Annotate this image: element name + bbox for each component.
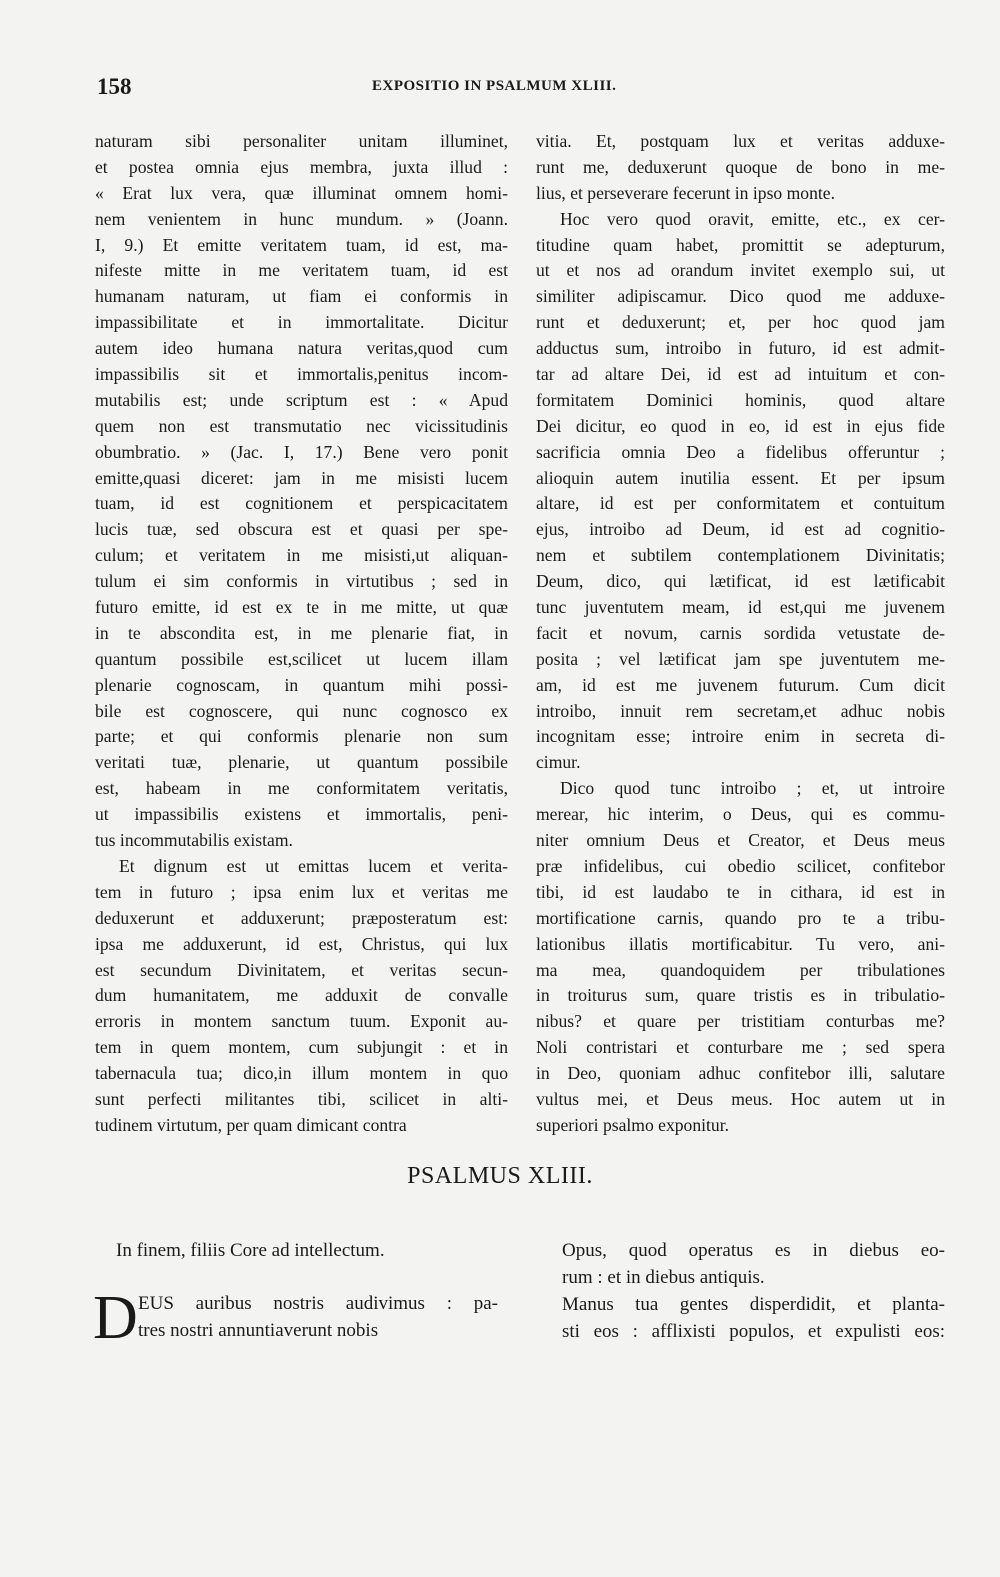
text-line: in troiturus sum, quare tristis es in tribulatio-	[536, 985, 945, 1006]
text-line: « Erat lux vera, quæ illuminat omnem homi-	[95, 182, 508, 203]
text-line: tibi, id est laudabo te in cithara, id est in	[536, 881, 945, 902]
text-line: ipsa me adduxerunt, id est, Christus, qui lux	[95, 933, 508, 954]
text-line: altare, id est per conformitatem et contuitum	[536, 493, 945, 514]
text-line: lius, et perseverare fecerunt in ipso monte.	[536, 182, 835, 203]
text-line: introibo, innuit rem secretam,et adhuc nobis	[536, 700, 945, 721]
text-line: et postea omnia ejus membra, juxta illud :	[95, 156, 508, 177]
text-line: tunc juventutem meam, id est,qui me juvenem	[536, 597, 945, 618]
text-line: quem non est transmutatio nec vicissitudinis	[95, 415, 508, 436]
text-line: humanam naturam, ut fiam ei conformis in	[95, 286, 508, 307]
text-line: mortificatione carnis, quando pro te a tribu-	[536, 907, 945, 928]
text-line: similiter adipiscamur. Dico quod me adduxe-	[536, 286, 945, 307]
text-line: facit et novum, carnis sordida vetustate de-	[536, 622, 945, 643]
text-line: dum humanitatem, me adduxit de convalle	[95, 985, 508, 1006]
text-line: veritati tuæ, plenarie, ut quantum possibile	[95, 752, 508, 773]
text-line: posita ; vel lætificat jam spe juventutem me-	[536, 648, 945, 669]
text-line: Dico quod tunc introibo ; et, ut introire	[560, 778, 945, 799]
text-line: nibus? et quare per tristitiam conturbas me?	[536, 1011, 945, 1032]
text-line: autem ideo humana natura veritas,quod cum	[95, 338, 508, 359]
text-line: plenarie cognoscam, in quantum mihi possi-	[95, 674, 508, 695]
text-line: ut et nos ad orandum invitet exemplo sui, ut	[536, 260, 945, 281]
text-line: in Deo, quoniam adhuc confitebor illi, salutare	[536, 1063, 945, 1084]
text-line: sunt perfecti militantes tibi, scilicet in alti-	[95, 1088, 508, 1109]
text-line: futuro emitte, id est ex te in me mitte, ut quæ	[95, 597, 508, 618]
psalm-verse-left	[138, 1290, 498, 1344]
text-line: merear, hic interim, o Deus, qui es commu-	[536, 804, 945, 825]
text-line: culum; et veritatem in me misisti,ut aliquan-	[95, 545, 508, 566]
text-line: mutabilis est; unde scriptum est : « Apud	[95, 389, 508, 410]
text-line: tus incommutabilis existam.	[95, 830, 293, 851]
text-line: obumbratio. » (Jac. I, 17.) Bene vero ponit	[95, 441, 508, 462]
text-line: cimur.	[536, 752, 581, 773]
text-line: tuam, id est cognitionem et perspicacitatem	[95, 493, 508, 514]
text-line: I, 9.) Et emitte veritatem tuam, id est, ma-	[95, 234, 508, 255]
text-line: parte; et qui conformis plenarie non sum	[95, 726, 508, 747]
text-line: tar ad altare Dei, id est ad intuitum et con-	[536, 364, 945, 385]
text-line: alioquin autem inutilia essent. Et per ipsum	[536, 467, 945, 488]
verse-line: sti eos : afflixisti populos, et expulisti eos:	[562, 1321, 945, 1342]
text-line: in te abscondita est, in me plenarie fiat, in	[95, 622, 508, 643]
psalm-verse-right	[562, 1237, 945, 1345]
text-line: Dei dicitur, eo quod in eo, id est in ejus fide	[536, 415, 945, 436]
text-line: vultus mei, et Deus meus. Hoc autem ut in	[536, 1088, 945, 1109]
text-line: nem et subtilem contemplationem Divinitatis;	[536, 545, 945, 566]
text-line: lationibus illatis mortificabitur. Tu vero, ani-	[536, 933, 945, 954]
text-line: tem in futuro ; ipsa enim lux et veritas me	[95, 881, 508, 902]
text-line: tem in quem montem, cum subjungit : et in	[95, 1037, 508, 1058]
text-line: runt me, deduxerunt quoque de bono in me-	[536, 156, 945, 177]
psalm-inscription	[116, 1237, 476, 1264]
verse-line: Manus tua gentes disperdidit, et planta-	[562, 1294, 945, 1315]
text-line: vitia. Et, postquam lux et veritas adduxe-	[536, 131, 945, 151]
text-line: Hoc vero quod oravit, emitte, etc., ex cer-	[560, 208, 945, 229]
text-line: bile est cognoscere, qui nunc cognosco ex	[95, 700, 508, 721]
verse-line: tres nostri annuntiaverunt nobis	[138, 1320, 379, 1341]
text-line: ma mea, quandoquidem per tribulationes	[536, 959, 945, 980]
text-line: superiori psalmo exponitur.	[536, 1114, 730, 1135]
text-line: emitte,quasi diceret: jam in me misisti lucem	[95, 467, 508, 488]
text-line: titudine quam habet, promittit se adepturum,	[536, 234, 945, 255]
psalm-title: PSALMUS XLIII.	[407, 1163, 593, 1189]
text-line: nifeste mitte in me veritatem tuam, id est	[95, 260, 508, 281]
verse-line: Opus, quod operatus es in diebus eo-	[562, 1240, 945, 1261]
text-line: lucis tuæ, sed obscura est et quasi per spe-	[95, 519, 508, 540]
text-line: Deum, dico, qui lætificat, id est lætificabit	[536, 571, 945, 592]
inscription-line: In finem, filiis Core ad intellectum.	[116, 1240, 385, 1261]
text-line: runt et deduxerunt; et, per hoc quod jam	[536, 312, 945, 333]
running-head: EXPOSITIO IN PSALMUM XLIII.	[372, 78, 617, 94]
right-column	[536, 129, 945, 1139]
text-line: est, habeam in me conformitatem veritatis,	[95, 778, 508, 799]
text-line: adductus sum, introibo in futuro, id est admit-	[536, 338, 945, 359]
text-line: impassibilitate et in immortalitate. Dicitur	[95, 312, 508, 333]
text-line: sacrificia omnia Deo a fidelibus offeruntur ;	[536, 441, 945, 462]
text-line: naturam sibi personaliter unitam illuminet,	[95, 131, 508, 151]
text-line: tulum ei sim conformis in virtutibus ; sed in	[95, 571, 508, 592]
text-line: Et dignum est ut emittas lucem et verita-	[119, 855, 508, 876]
text-line: ejus, introibo ad Deum, id est ad cognitio-	[536, 519, 945, 540]
text-line: est secundum Divinitatem, et veritas secun-	[95, 959, 508, 980]
text-line: deduxerunt et adduxerunt; præposteratum est:	[95, 907, 508, 928]
text-line: ut impassibilis existens et immortalis, peni-	[95, 804, 508, 825]
left-column	[95, 129, 508, 1139]
text-line: erroris in montem sanctum tuum. Exponit au-	[95, 1011, 508, 1032]
text-line: nem venientem in hunc mundum. » (Joann.	[95, 208, 508, 229]
page-number: 158	[97, 74, 132, 99]
text-line: niter omnium Deus et Creator, et Deus meus	[536, 830, 945, 851]
text-line: quantum possibile est,scilicet ut lucem illam	[95, 648, 508, 669]
text-line: Noli contristari et conturbare me ; sed spera	[536, 1037, 945, 1058]
text-line: impassibilis sit et immortalis,penitus incom-	[95, 364, 508, 385]
verse-line: rum : et in diebus antiquis.	[562, 1267, 765, 1288]
text-line: formitatem Dominici hominis, quod altare	[536, 389, 945, 410]
text-line: am, id est me juvenem futurum. Cum dicit	[536, 674, 945, 695]
verse-line: EUS auribus nostris audivimus : pa-	[138, 1293, 498, 1314]
text-line: incognitam esse; introire enim in secreta di-	[536, 726, 945, 747]
text-line: præ infidelibus, cui obedio scilicet, confitebor	[536, 855, 945, 876]
text-line: tabernacula tua; dico,in illum montem in quo	[95, 1063, 508, 1084]
text-line: tudinem virtutum, per quam dimicant contra	[95, 1114, 407, 1135]
drop-cap: D	[93, 1284, 138, 1352]
